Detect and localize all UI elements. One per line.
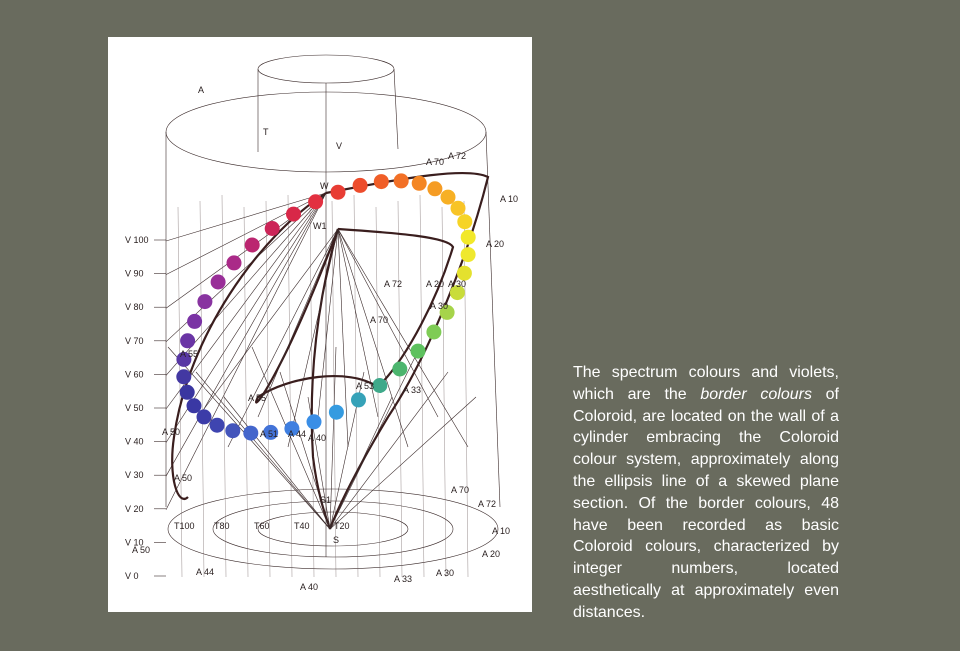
spectrum-colour-dot [187,398,202,413]
ellipse-hue-label: A 20 [486,239,505,249]
coloroid-cylinder-diagram [108,37,532,612]
spectrum-colour-dot [197,294,212,309]
spectrum-colour-dot [374,174,389,189]
spectrum-colour-dot [441,190,456,205]
ellipse-hue-label: A 72 [384,279,403,289]
v-scale-label: V 100 [125,235,149,245]
ellipse-hue-label: A 72 [448,151,467,161]
spectrum-colour-dot [412,176,427,191]
label-s: S [333,535,340,545]
spectrum-colour-dot [308,194,323,209]
t-scale-label: T40 [294,521,310,531]
ellipse-hue-label: A 30 [430,301,449,311]
spectrum-colour-dot [426,325,441,340]
t-scale-label: T100 [174,521,195,531]
spectrum-colour-dot [227,255,242,270]
v-scale-label: V 80 [125,302,144,313]
spectrum-colour-dot [351,392,366,407]
base-hue-label: A 33 [394,574,413,584]
base-hue-label: A 50 [132,545,151,555]
label-v: V [336,141,343,151]
t-scale-label: T80 [214,521,230,531]
base-hue-label: A 10 [492,526,511,536]
v-scale-label: V 90 [125,268,144,279]
v-scale-label: V 40 [125,436,144,447]
label-w: W [320,181,329,191]
v-scale-label: V 10 [125,537,144,548]
ellipse-hue-label: A 55 [248,393,267,403]
caption-part-1: The spectrum colours and violets, which are the [573,364,839,403]
spectrum-colour-dot [372,378,387,393]
spectrum-colour-dot [197,409,212,424]
v-scale-label: V 30 [125,470,144,481]
spectrum-colour-dot [427,181,442,196]
base-hue-label: A 20 [482,549,501,559]
grid-vertical [244,207,248,577]
grid-vertical [442,207,446,577]
spectrum-colour-dot [331,185,346,200]
ellipse-hue-label: A 70 [370,315,389,325]
spectrum-colour-dot [461,230,476,245]
spectrum-colour-dot [451,201,466,216]
cylinder-right-wall [486,132,500,507]
grid-vertical [288,195,292,577]
spectrum-colour-dot [187,314,202,329]
label-w1: W1 [313,221,327,231]
ellipse-hue-label: A 53 [356,381,375,391]
spectrum-colour-dot [307,414,322,429]
spectrum-colour-dot [353,178,368,193]
spectrum-colour-dot [392,362,407,377]
caption-text [573,362,839,624]
base-hue-label: A 44 [196,567,215,577]
spectrum-colour-dot [210,418,225,433]
spectrum-colour-dot [243,426,258,441]
caption-emphasis: border colours [700,385,812,403]
v-scale-label: V 0 [125,571,139,581]
spectrum-colour-dot [176,369,191,384]
base-hue-label: A 30 [436,568,455,578]
fan-ray-lower [330,347,420,529]
spectrum-colour-dot [411,344,426,359]
fan-ray-upper [338,229,408,447]
ellipse-hue-label: A 44 [288,429,307,439]
v-scale-label: V 60 [125,369,144,380]
label-t: T [263,127,269,137]
ellipse-hue-label: A 70 [426,157,445,167]
fan-ray-lower [280,372,330,529]
ellipse-hue-label: A 10 [500,194,519,204]
caption-part-2: of Coloroid, are located on the wall of a cylinder embracing the Coloroid colour system, approximately along the ellipsis line of a skewed plane section. Of the border colours, 48 have been recorded as basic Coloroid colours, characterized by integer numbers, located aesthetically at approximately even distances. [573,385,840,621]
ellipse-hue-label: A 40 [308,433,327,443]
label-s1: S1 [320,495,332,505]
t-scale-label: T20 [334,521,350,531]
ellipse-hue-label: A 50 [174,473,193,483]
spectrum-colour-dot [329,405,344,420]
grid-vertical [222,195,226,577]
inner-right-line [394,69,398,149]
base-hue-label: A 72 [478,499,497,509]
spectrum-colour-dot [286,207,301,222]
spectrum-colour-dot [225,423,240,438]
inner-top-ellipse [258,55,394,83]
spectrum-colour-dot [245,238,260,253]
v-scale-label: V 70 [125,335,144,346]
v-scale-label: V 20 [125,503,144,514]
spectrum-colour-dot [394,173,409,188]
base-hue-label: A 40 [300,582,319,592]
t-scale-label: T60 [254,521,270,531]
fan-ray-lower [330,372,448,529]
ellipse-hue-label: A 30 [448,279,467,289]
v-scale-label: V 50 [125,403,144,413]
fan-ray-lower [330,397,476,529]
spectrum-colour-dot [211,275,226,290]
spectrum-colour-dot [265,221,280,236]
coloroid-figure [108,37,532,612]
ellipse-hue-label: A 33 [403,385,422,395]
spectrum-colour-dot [180,333,195,348]
ellipse-hue-label: A 55 [180,349,199,359]
ellipse-hue-label: A 50 [162,427,181,437]
label-a: A [198,85,205,95]
spectrum-colour-dot [461,247,476,262]
base-hue-label: A 70 [451,485,470,495]
base-ellipse-inner [213,501,453,557]
ellipse-hue-label: A 20 [426,279,445,289]
spectrum-colour-dot [180,385,195,400]
spectrum-colour-dot [457,214,472,229]
ellipse-hue-label: A 51 [260,429,279,439]
